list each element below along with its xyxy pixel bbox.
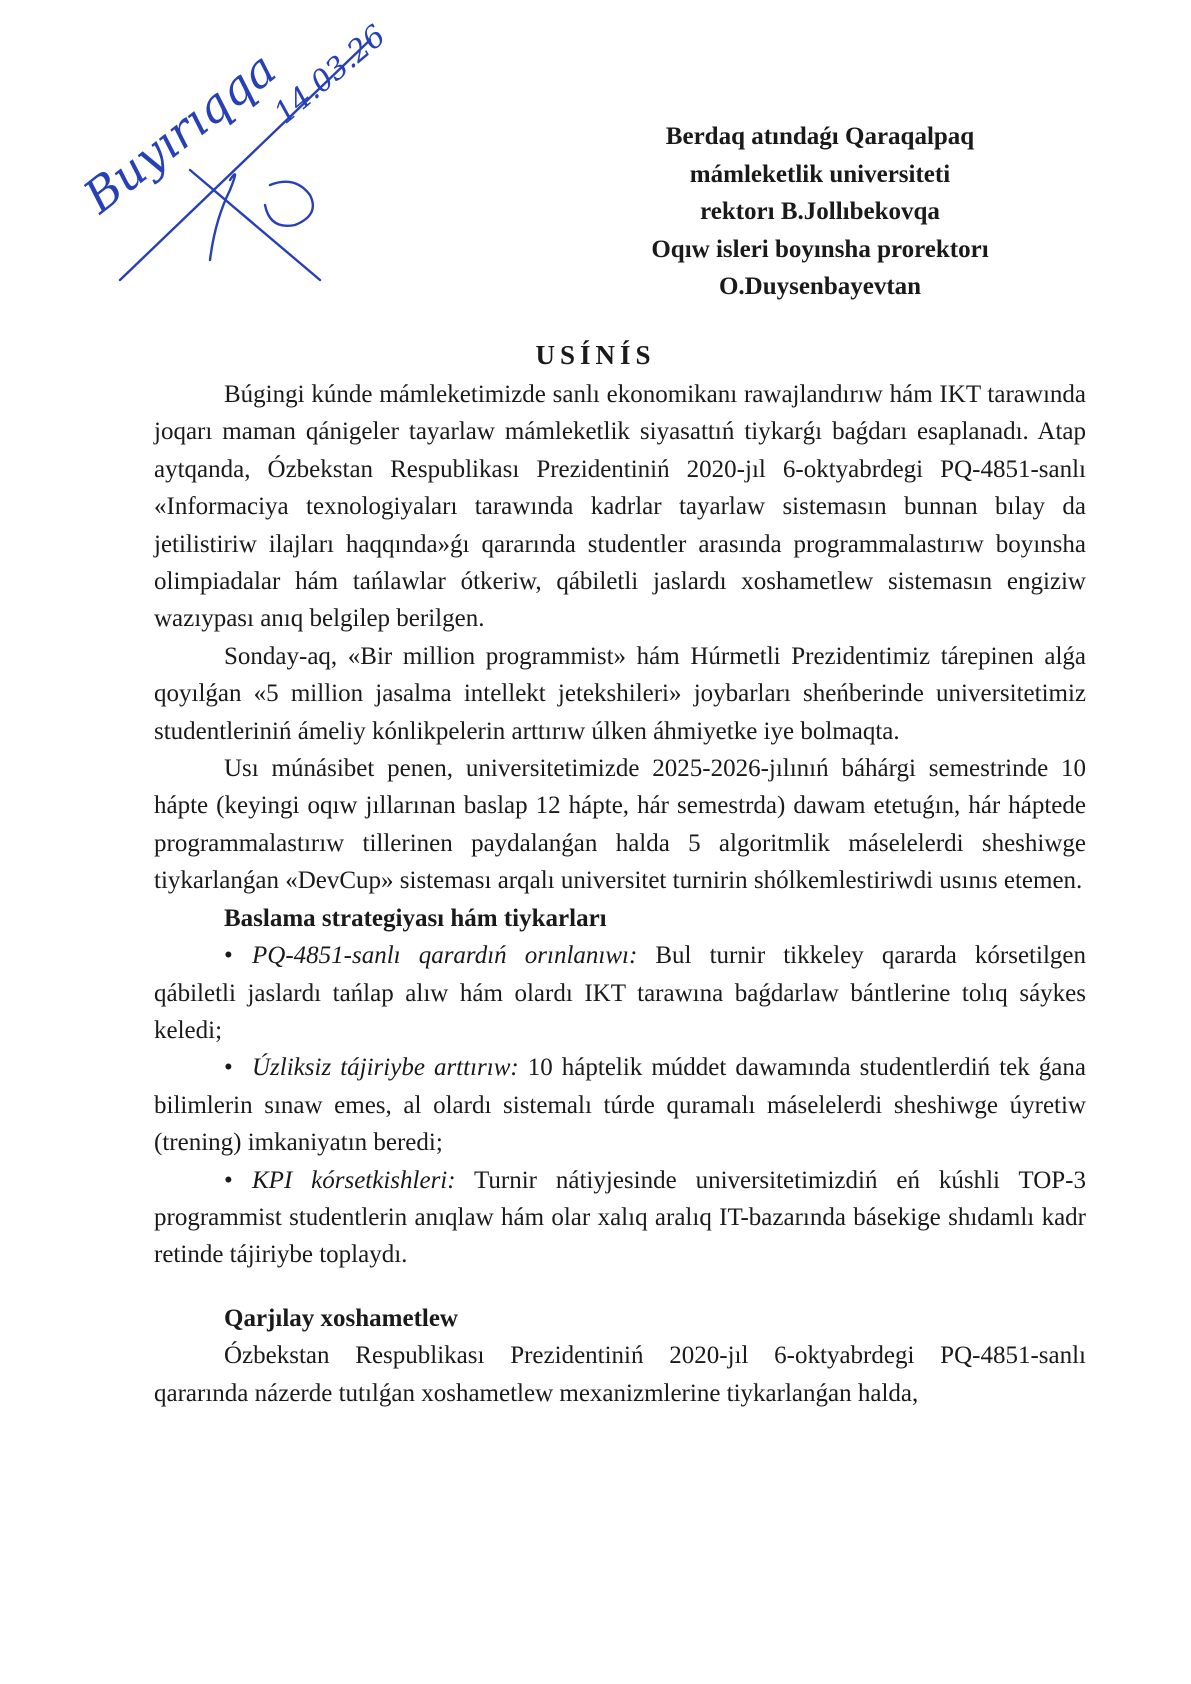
bullet-dot-icon: • [224, 1054, 233, 1082]
addressee-line: Oqıw isleri boyınsha prorektorı [651, 235, 989, 263]
body-paragraph: Sonday-aq, «Bir million programmist» hám Húrmetli Prezidentimiz tárepinen alǵa qoyılǵan «5 million jasalma intellekt jetekshileri» joybarları sheńberinde universitetimiz studentleriniń ámeliy kónlikpelerin arttırıw úlken áhmiyetke iye bolmaqta. [154, 642, 1086, 745]
bullet-label: PQ-4851-sanlı qarardıń orınlanıwı: [252, 942, 638, 970]
resolution-date: 14.03.26 [267, 20, 393, 132]
addressee-block [560, 118, 1080, 306]
body-paragraph: Usı múnásibet penen, universitetimizde 2025-2026-jılınıń báhárgi semestrinde 10 hápte (keyingi oqıw jıllarınan baslap 12 hápte, hár semestrda) dawam etetuǵın, hár háptede programmalastırıw tillerinen paydalanǵan halda 5 algoritmlik máselelerdi sheshiwge tiykarlanǵan «DevCup» sisteması arqalı universitet turnirin shólkemlestiriwdi usınıs etemen. [154, 755, 1086, 895]
bullet-item [154, 1162, 1086, 1274]
addressee-line: O.Duysenbayevtan [718, 273, 922, 300]
resolution-ink [80, 20, 420, 320]
bullet-dot-icon: • [224, 942, 233, 970]
body-paragraph: Búgingi kúnde mámleketimizde sanlı ekonomikanı rawajlandırıw hám IKT tarawında joqarı maman qánigeler tayarlaw mámleketlik siyasattıń tiykarǵı baǵdarı esaplanadı. Atap aytqanda, Ózbekstan Respublikası Prezidentiniń 2020-jıl 6-oktyabrdegi PQ-4851-sanlı «Informaciya texnologiyaları tarawında kadrlar tayarlaw sistemasın bunnan bılay da jetilistiriw ilajları haqqında»ǵı qararında studentler arasında programmalastırıw boyınsha olimpiadalar hám tańlawlar ótkeriw, qábiletli jaslardı xoshametlew sistemasın engiziw wazıypası anıq belgilep berilgen. [154, 381, 1086, 633]
document-title: USÍNÍS [535, 340, 656, 370]
addressee-line: mámleketlik universiteti [689, 160, 951, 188]
document-body [154, 376, 1086, 1412]
bullet-text: 10 háptelik múddet dawamında studentlerdiń tek ǵana bilimlerin sınaw emes, al olardı sistemalı túrde quramalı máselelerdi sheshiwge úyretiw (trening) imkaniyatın beredi; [154, 1054, 1086, 1157]
bullet-dot-icon: • [224, 1166, 233, 1194]
resolution-text: Buyırıqqa [80, 41, 286, 224]
bullet-label: KPI kórsetkishleri: [252, 1166, 456, 1194]
handwritten-resolution [80, 20, 420, 320]
addressee-line: rektorı B.Jollıbekovqa [700, 198, 940, 225]
bullet-text: Turnir nátiyjesinde universitetimizdiń eń kúshli TOP-3 programmist studentlerin anıqlaw hám olar xalıq aralıq IT-bazarında básekige shıdamlı kadr retinde tájiriybe toplaydı. [154, 1166, 1086, 1269]
section-heading: Baslama strategiyası hám tiykarları [224, 904, 607, 932]
body-paragraph: Ózbekstan Respublikası Prezidentiniń 2020-jıl 6-oktyabrdegi PQ-4851-sanlı qararında názerde tutılǵan xoshametlew mexanizmlerine tiykarlanǵan halda, [154, 1342, 1086, 1407]
bullet-item [154, 937, 1086, 1049]
bullet-text: Bul turnir tikkeley qararda kórsetilgen qábiletli jaslardı tańlap alıw hám olardı IKT tarawına baǵdarlaw bántlerine tolıq sáykes keledi; [154, 942, 1086, 1044]
bullet-item [154, 1049, 1086, 1161]
section-heading: Qarjılay xoshametlew [224, 1304, 458, 1332]
bullet-label: Úzliksiz tájiriybe arttırıw: [252, 1054, 519, 1082]
addressee-line: Berdaq atındaǵı Qaraqalpaq [665, 123, 975, 150]
